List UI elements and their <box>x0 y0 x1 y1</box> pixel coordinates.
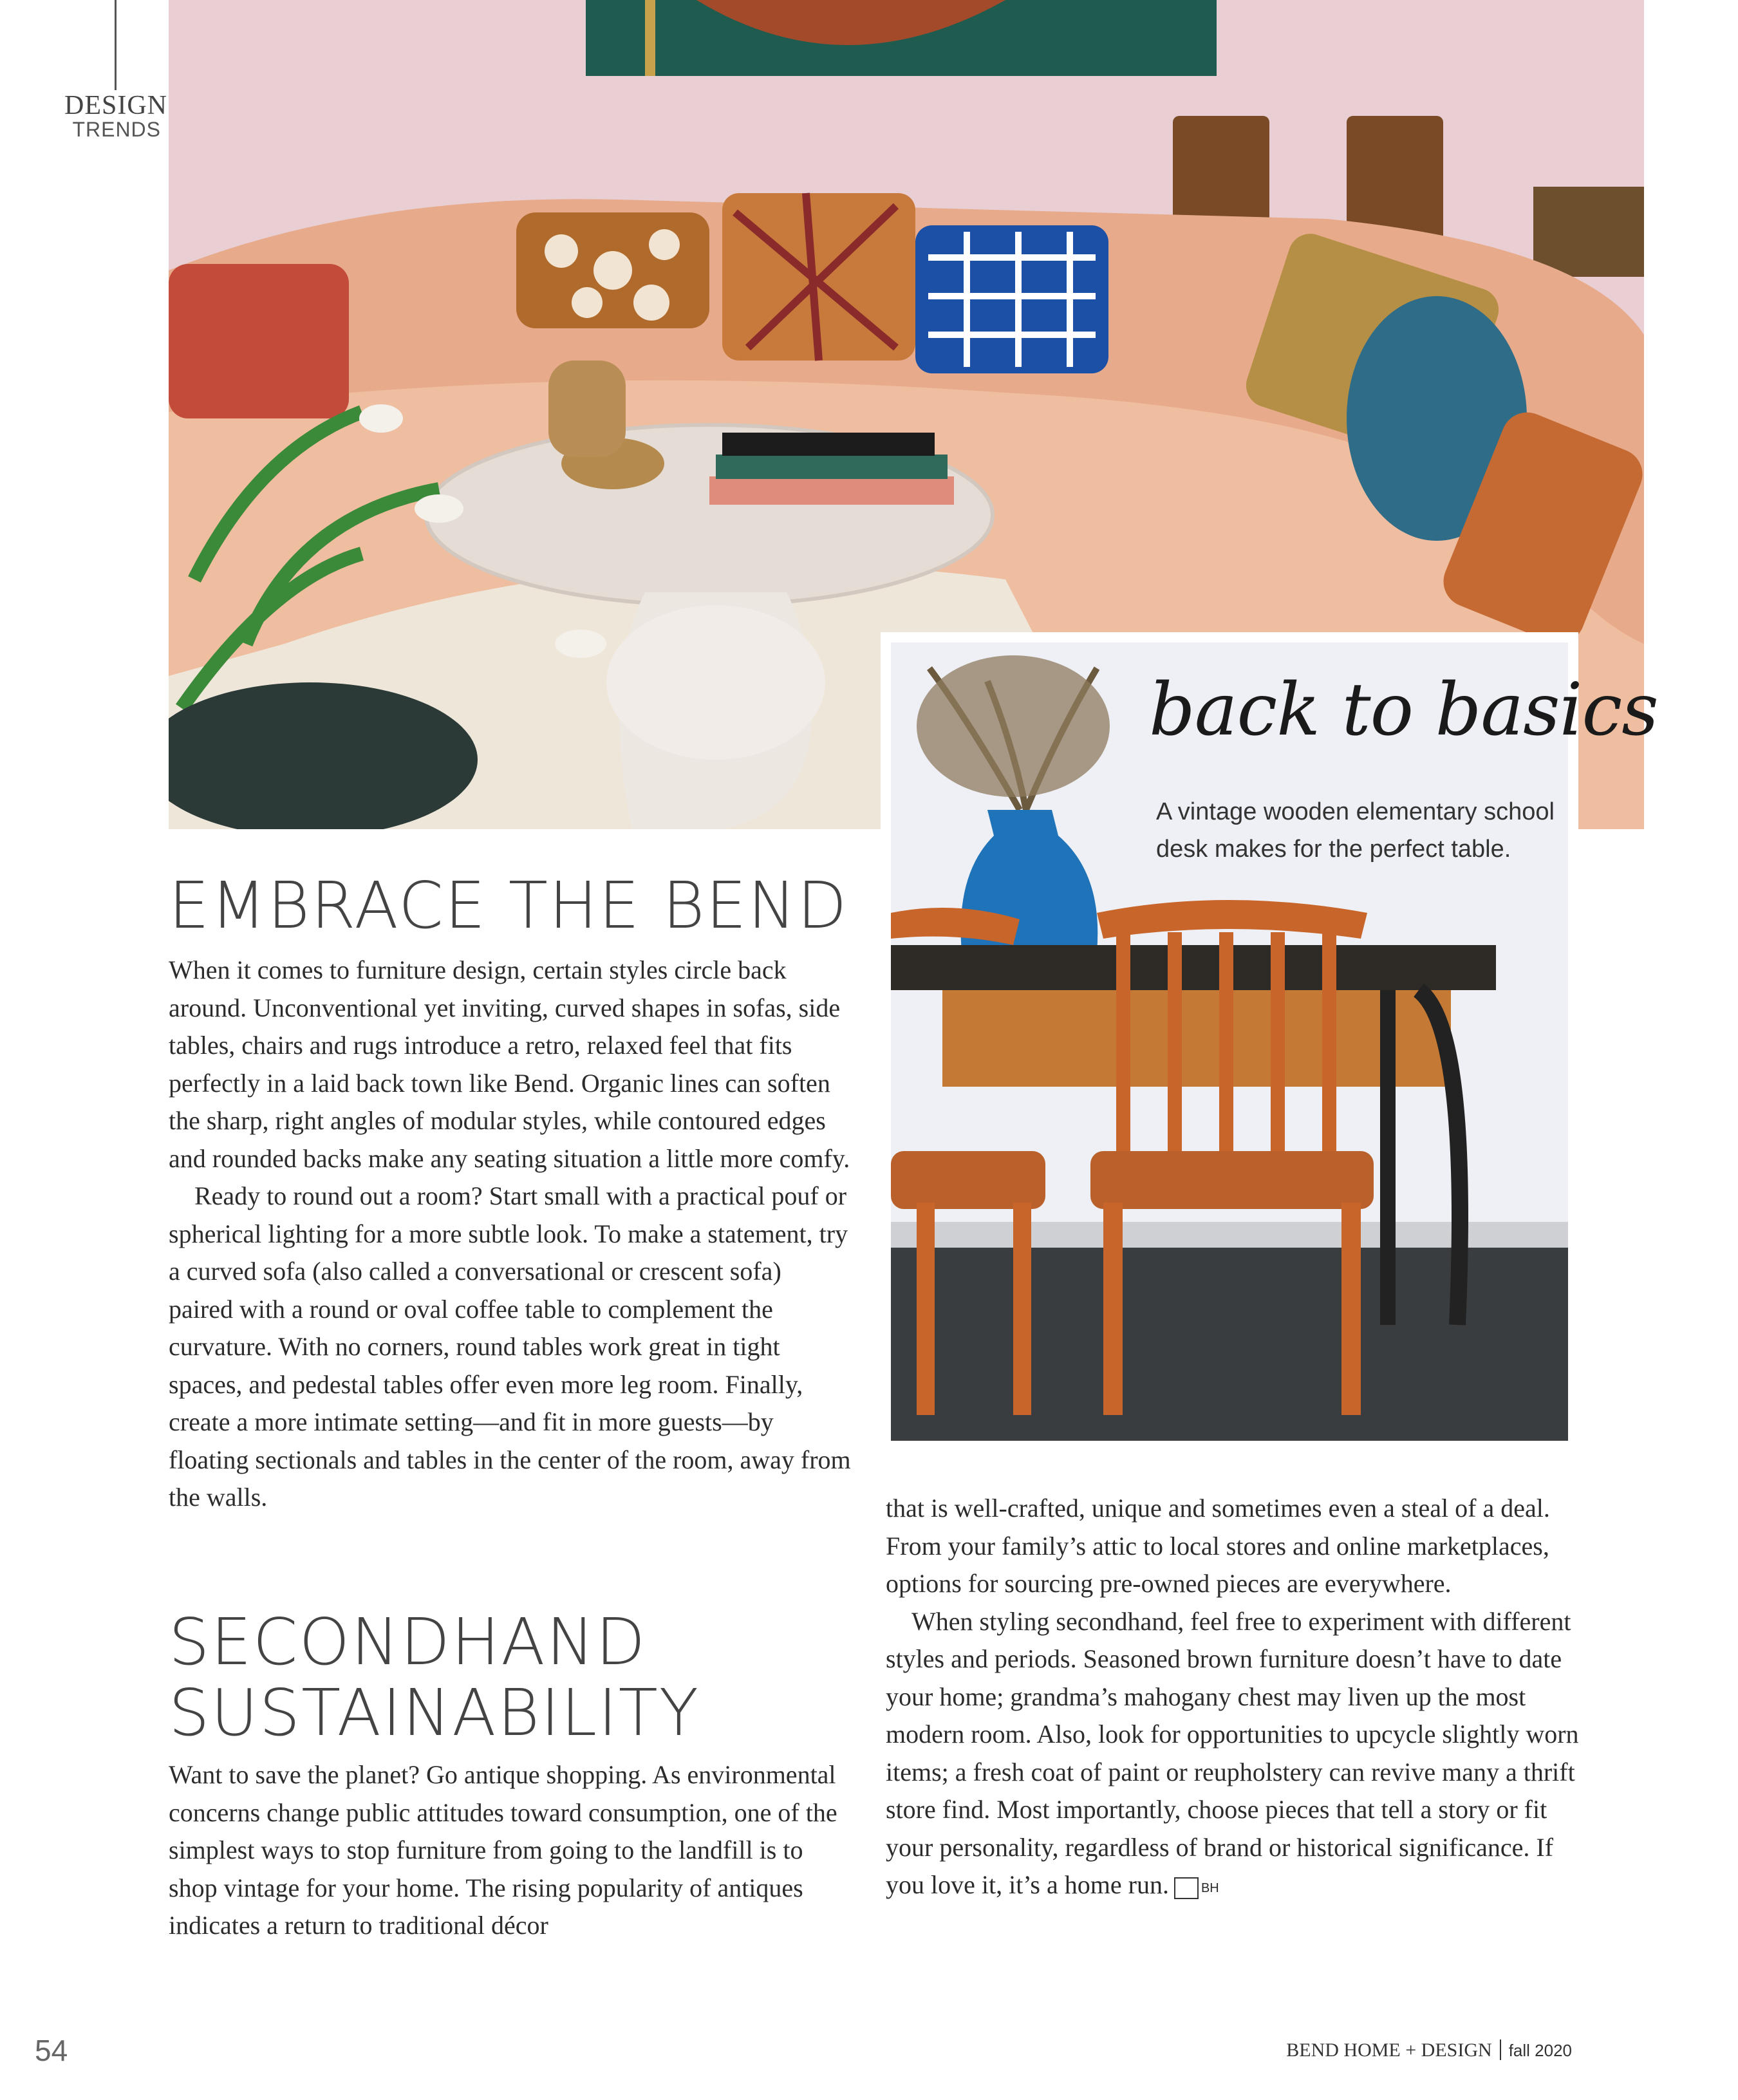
page-number: 54 <box>35 2034 68 2067</box>
end-mark-icon: BH <box>1174 1877 1199 1899</box>
heading2-line2: SUSTAINABILITY <box>169 1675 700 1750</box>
section-tag-design: DESIGN <box>64 91 167 120</box>
section-tag-rule <box>115 0 117 90</box>
inset-caption: A vintage wooden elementary school desk makes for the perfect table. <box>1156 798 1555 863</box>
inset-photo-school-desk <box>891 642 1568 1441</box>
section-tag-trends: TRENDS <box>72 118 161 141</box>
inset-title: back to basics <box>1149 668 1658 752</box>
heading-embrace-the-bend: EMBRACE THE BEND <box>169 868 848 943</box>
paragraph-5: When styling secondhand, feel free to experiment with different styles and periods. Seasoned brown furniture doesn’t have to date your home; grandma’s mahogany chest may liven up the most modern room. Also, look for opportunities to upcycle slightly worn items; a fresh coat of paint or reupholstery can revive many a thrift store find. Most importantly, choose pieces that tell a story or fit your personality, regardless of brand or historical significance. If you love it, it’s a home run. <box>886 1606 1579 1899</box>
column-2-text <box>886 1490 1581 1904</box>
paragraph-1: When it comes to furniture design, certain styles circle back around. Unconventional yet inviting, curved shapes in sofas, side tables, chairs and rugs introduce a retro, relaxed feel that fits perfectly in a laid back town like Bend. Organic lines can soften the sharp, right angles of modular styles, while contoured edges and rounded backs make any seating situation a little more comfy. <box>169 955 850 1173</box>
column-1-lower-text <box>169 1756 851 1945</box>
column-1-text <box>169 952 851 1517</box>
paragraph-2: Ready to round out a room? Start small with a practical pouf or spherical lighting for a more subtle look. To make a statement, try a curved sofa (also called a conversational or crescent sofa) paired with a round or oval coffee table to complement the curvature. With no corners, round tables work great in tight spaces, and pedestal tables offer even more leg room. Finally, create a more intimate setting—and fit in more guests—by floating sectionals and tables in the center of the room, away from the walls. <box>169 1181 851 1512</box>
paragraph-5-wrapper <box>886 1603 1581 1904</box>
publication-name: BEND HOME + DESIGN <box>1286 2039 1492 2061</box>
paragraph-4: that is well-crafted, unique and sometimes even a steal of a deal. From your family’s attic to local stores and online marketplaces, options for sourcing pre-owned pieces are everywhere. <box>886 1494 1550 1598</box>
heading2-line1: SECONDHAND <box>169 1604 647 1680</box>
paragraph-3: Want to save the planet? Go antique shopping. As environmental concerns change public attitudes toward consumption, one of the simplest ways to stop furniture from going to the landfill is to shop vintage for your home. The rising popularity of antiques indicates a return to traditional décor <box>169 1760 837 1940</box>
footer-publication <box>1286 2039 1572 2061</box>
heading-secondhand-sustainability <box>169 1604 877 1750</box>
issue-label: fall 2020 <box>1508 2041 1572 2060</box>
footer-divider <box>1500 2039 1501 2060</box>
